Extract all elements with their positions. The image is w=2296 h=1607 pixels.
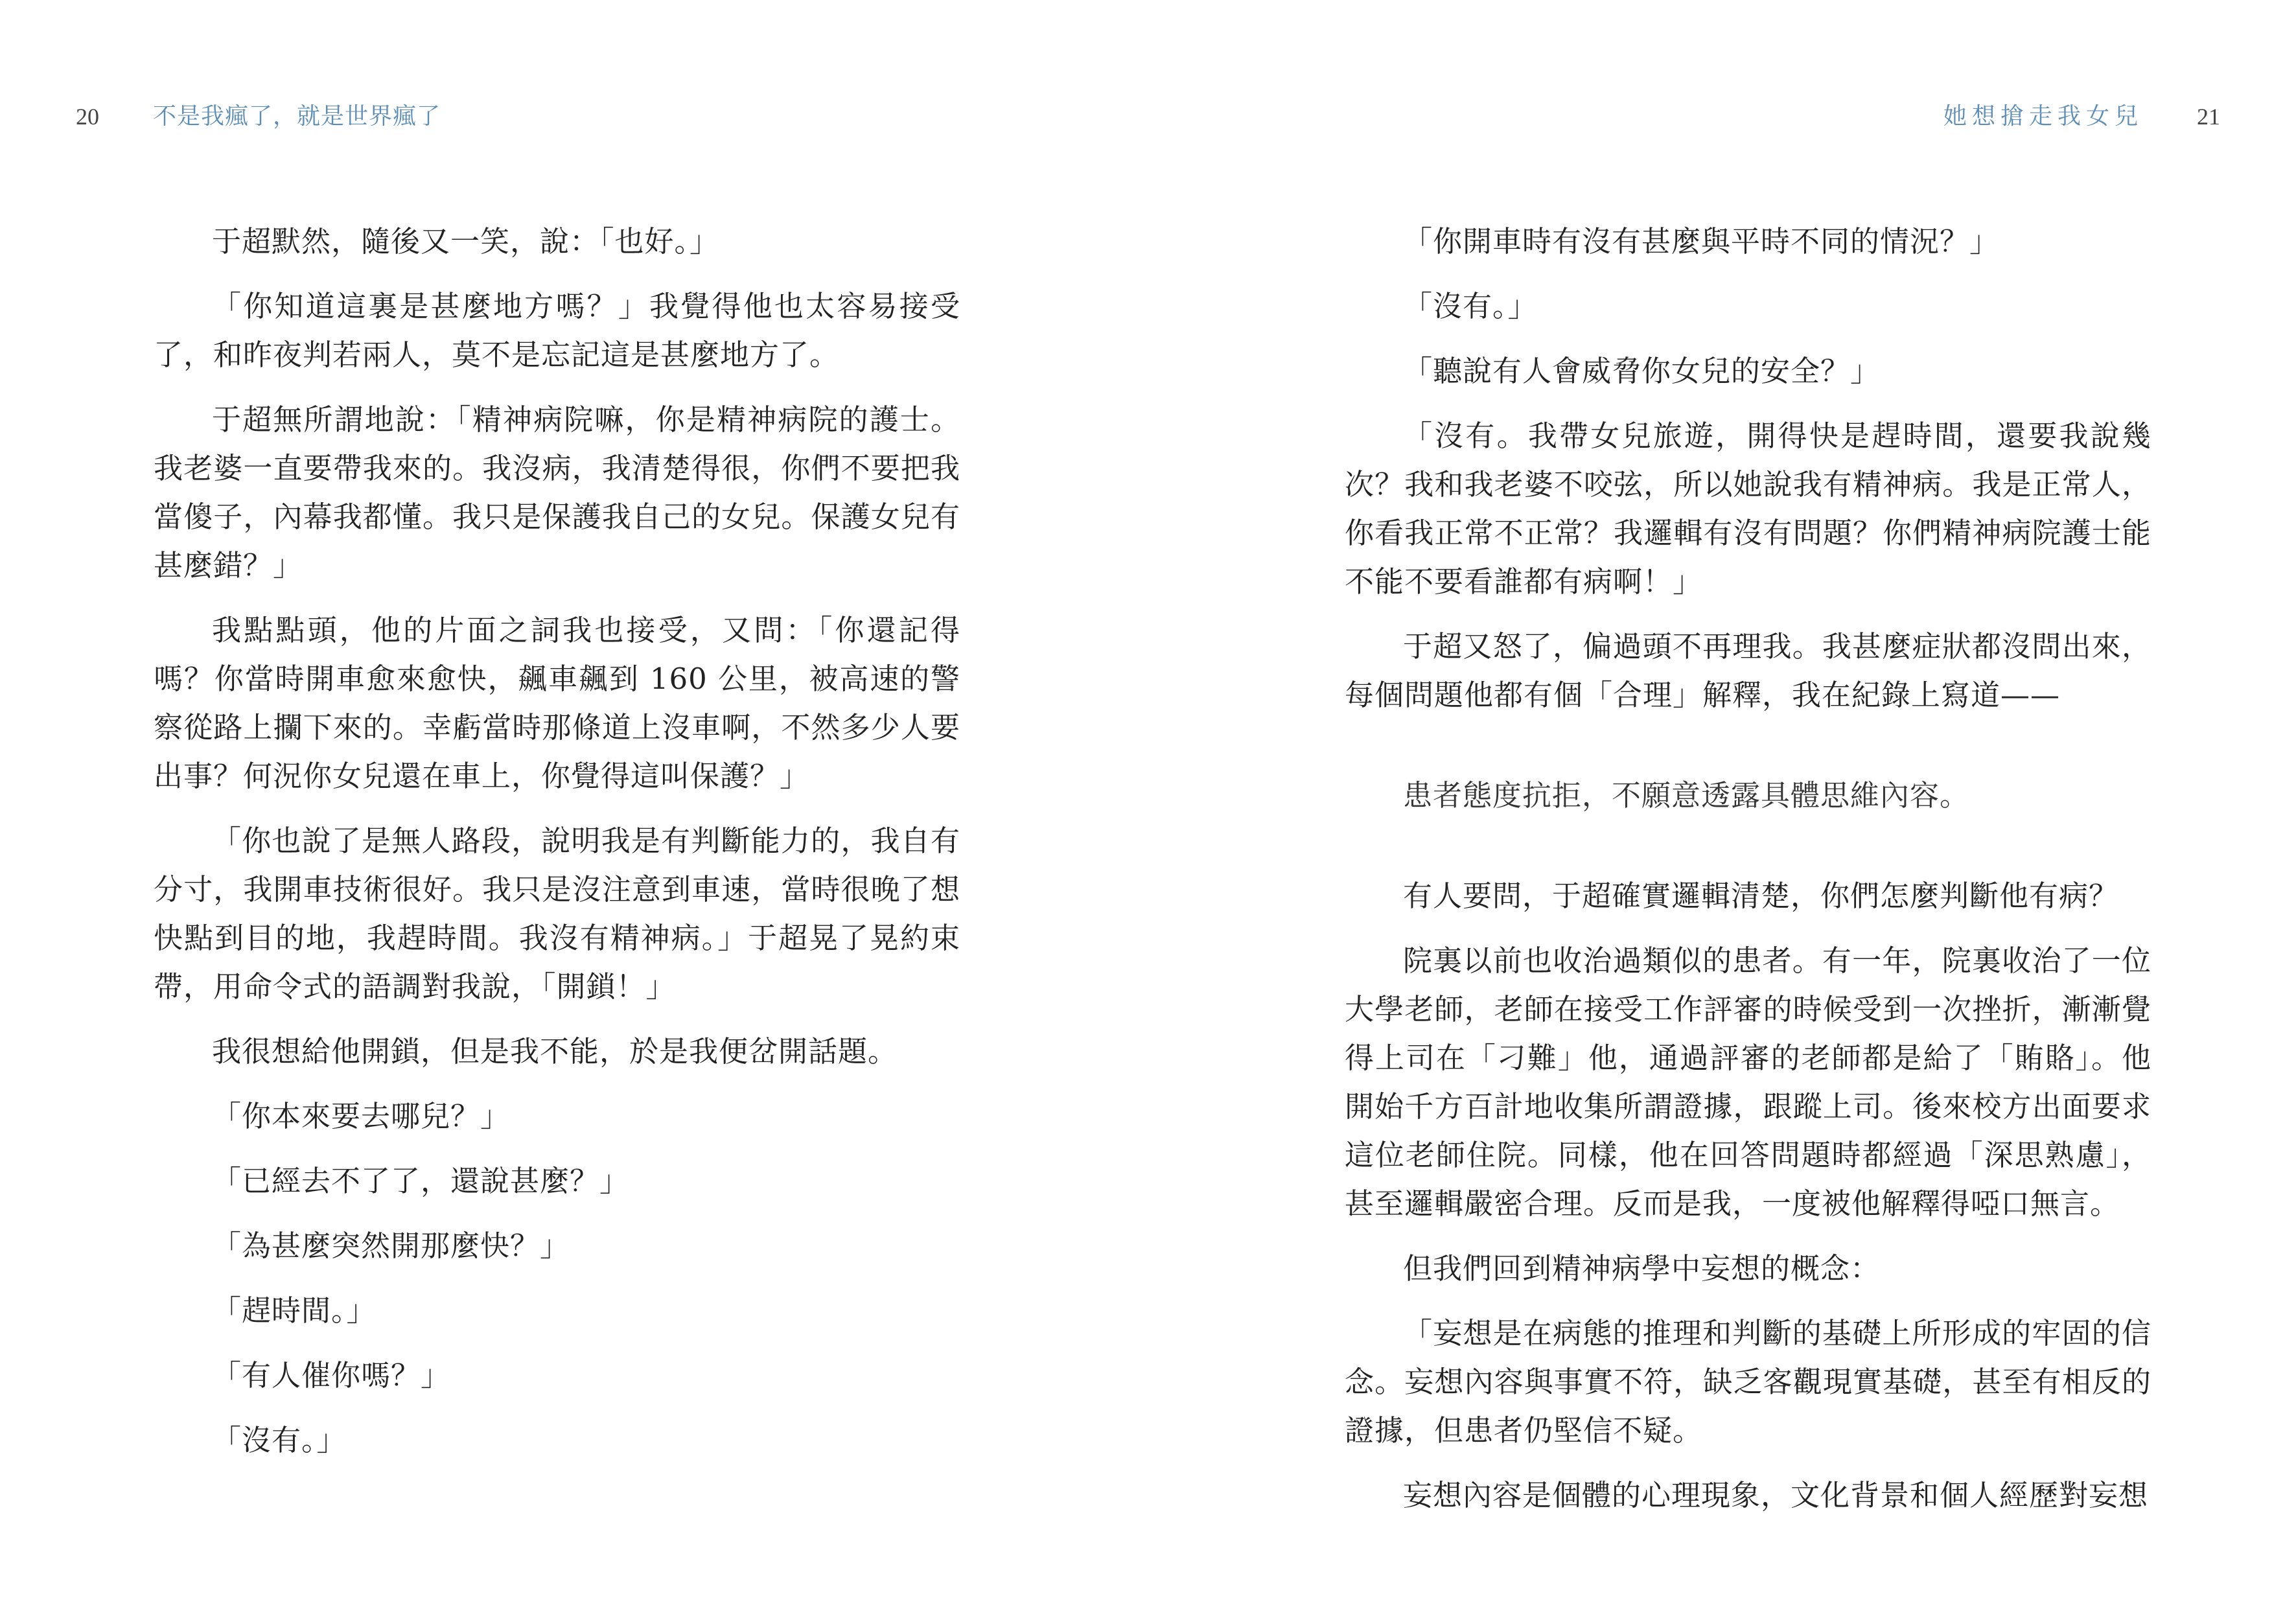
paragraph: 我很想給他開鎖，但是我不能，於是我便岔開話題。 — [212, 1034, 898, 1069]
right-page — [1148, 0, 2296, 1607]
paragraph: 「有人催你嗎？」 — [212, 1358, 451, 1393]
paragraph: 于超無所謂地說：「精神病院嘛，你是精神病院的護士。我老婆一直要帶我來的。我沒病，我清楚得很，你們不要把我當傻子，內幕我都懂。我只是保護我自己的女兒。保護女兒有甚麼錯？」 — [154, 402, 960, 583]
paragraph: 「你開車時有沒有甚麼與平時不同的情況？」 — [1403, 224, 2000, 259]
body-text — [154, 217, 960, 1481]
paragraph: 院裏以前也收治過類似的患者。有一年，院裏收治了一位大學老師，老師在接受工作評審的時候受到一次挫折，漸漸覺得上司在「刁難」他，通過評審的老師都是給了「賄賂」。他開始千方百計地收集所謂證據，跟蹤上司。後來校方出面要求這位老師住院。同樣，他在回答問題時都經過「深思熟慮」，甚至邏輯嚴密合理。反而是我，一度被他解釋得啞口無言。 — [1345, 943, 2151, 1221]
paragraph: 「你知道這裏是甚麼地方嗎？」我覺得他也太容易接受了，和昨夜判若兩人，莫不是忘記這是甚麼地方了。 — [154, 289, 960, 372]
paragraph: 「聽說有人會威脅你女兒的安全？」 — [1403, 354, 1881, 388]
running-head-chapter-title: 她想搶走我女兒 — [1943, 103, 2143, 130]
page-number: 21 — [2197, 104, 2220, 130]
record-note: 患者態度抗拒，不願意透露具體思維內容。 — [1403, 778, 1970, 813]
paragraph: 妄想內容是個體的心理現象，文化背景和個人經歷對妄想 — [1403, 1478, 2149, 1512]
running-head-book-title: 不是我瘋了，就是世界瘋了 — [153, 103, 441, 130]
paragraph: 「沒有。」 — [212, 1423, 347, 1457]
body-text — [1345, 217, 2151, 1536]
paragraph: 「趕時間。」 — [212, 1293, 377, 1328]
paragraph: 「沒有。」 — [1403, 289, 1538, 323]
paragraph: 有人要問，于超確實邏輯清楚，你們怎麼判斷他有病？ — [1403, 879, 2119, 913]
paragraph: 我點點頭，他的片面之詞我也接受，又問：「你還記得嗎？你當時開車愈來愈快，飆車飆到 160 公里，被高速的警察從路上攔下來的。幸虧當時那條道上沒車啊，不然多少人要出事？何況你女兒還在車上，你覺得這叫保護？」 — [154, 613, 960, 793]
paragraph: 「沒有。我帶女兒旅遊，開得快是趕時間，還要我說幾次？我和我老婆不咬弦，所以她說我有精神病。我是正常人，你看我正常不正常？我邏輯有沒有問題？你們精神病院護士能不能不要看誰都有病啊！」 — [1345, 419, 2151, 599]
paragraph: 「妄想是在病態的推理和判斷的基礎上所形成的牢固的信念。妄想內容與事實不符，缺乏客觀現實基礎，甚至有相反的證據，但患者仍堅信不疑。 — [1345, 1316, 2151, 1448]
paragraph: 「你本來要去哪兒？」 — [212, 1099, 511, 1133]
paragraph: 于超又怒了，偏過頭不再理我。我甚麼症狀都沒問出來，每個問題他都有個「合理」解釋，我在紀錄上寫道—— — [1345, 629, 2151, 712]
paragraph: 于超默然，隨後又一笑，說：「也好。」 — [212, 224, 720, 259]
paragraph: 「為甚麼突然開那麼快？」 — [212, 1229, 570, 1263]
paragraph: 「你也說了是無人路段，說明我是有判斷能力的，我自有分寸，我開車技術很好。我只是沒注意到車速，當時很晚了想快點到目的地，我趕時間。我沒有精神病。」于超晃了晃約束帶，用命令式的語調對我說，「開鎖！」 — [154, 824, 960, 1004]
paragraph: 「已經去不了了，還說甚麼？」 — [212, 1164, 630, 1198]
paragraph: 但我們回到精神病學中妄想的概念： — [1403, 1251, 1881, 1286]
page-number: 20 — [76, 104, 99, 130]
